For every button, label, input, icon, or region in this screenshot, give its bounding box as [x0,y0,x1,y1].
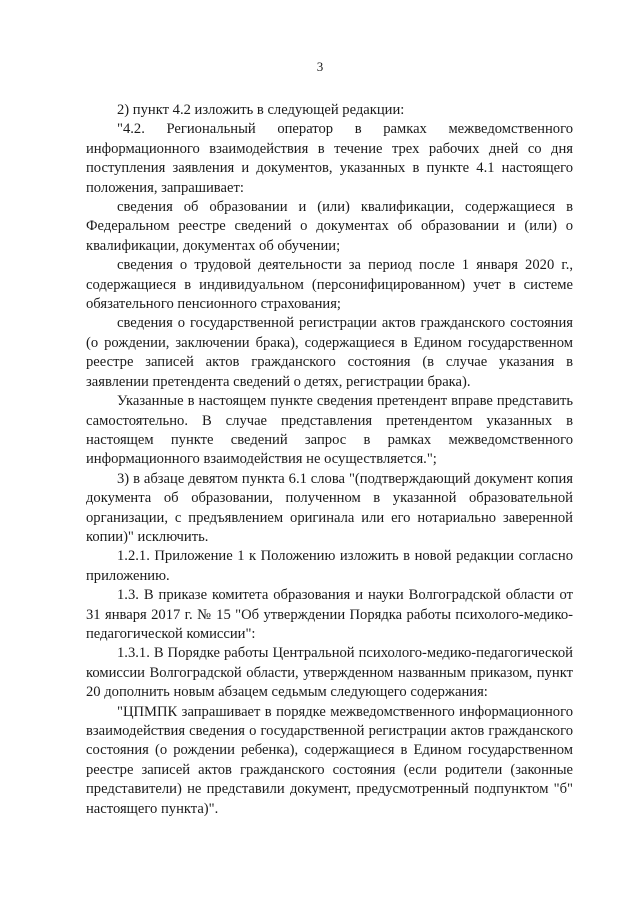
page-number: 3 [316,59,324,74]
paragraph-clause-4-2: "4.2. Региональный оператор в рамках межведомственного информационного взаимодействия в течение трех рабочих дней со дня поступления заявления и документов, указанных в пункте 4.1 настоящего положения, запрашивает: [86,121,573,196]
document-body [86,101,573,819]
paragraph-1-2-1: 1.2.1. Приложение 1 к Положению изложить в новой редакции согласно приложению. [86,548,573,584]
paragraph-education-info: сведения об образовании и (или) квалификации, содержащиеся в Федеральном реестре сведений о документах об образовании и (или) о квалификации, документах об обучении; [86,199,573,254]
paragraph-cpmpk-request: "ЦПМПК запрашивает в порядке межведомственного информационного взаимодействия сведения о государственной регистрации актов гражданского состояния (о рождении ребенка), содержащиеся в Едином государственном реестре записей актов гражданского состояния (если родители (законные представители) не представили документ, предусмотренный подпунктом "б" настоящего пункта)". [86,703,573,817]
paragraph-self-submission: Указанные в настоящем пункте сведения претендент вправе представить самостоятельно. В случае представления претендентом указанных в настоящем пункте сведений запрос в рамках межведомственного информационного взаимодействия не осуществляется."; [86,393,573,468]
paragraph-employment-info: сведения о трудовой деятельности за период после 1 января 2020 г., содержащиеся в индивидуальном (персонифицированном) учет в системе обязательного пенсионного страхования; [86,257,573,313]
paragraph-civil-registration-info: сведения о государственной регистрации актов гражданского состояния (о рождении, заключении брака), содержащиеся в Едином государственном реестре записей актов гражданского состояния (в случае указания в заявлении претендента сведений о детях, регистрации брака). [86,315,573,390]
paragraph-1-3-1: 1.3.1. В Порядке работы Центральной психолого-медико-педагогической комиссии Волгоградской области, утвержденном названным приказом, пункт 20 дополнить новым абзацем седьмым следующего содержания: [86,645,573,701]
paragraph-1-3: 1.3. В приказе комитета образования и науки Волгоградской области от 31 января 2017 г. № 15 "Об утверждении Порядка работы психолого-медико-педагогической комиссии": [86,587,573,642]
paragraph-amend-4-2-intro: 2) пункт 4.2 изложить в следующей редакции: [117,102,405,118]
paragraph-amend-6-1: 3) в абзаце девятом пункта 6.1 слова "(подтверждающий документ копия документа об образовании, полученном в указанной образовательной организации, с предъявлением оригинала или его нотариально заверенной копии)" исключить. [86,470,573,545]
